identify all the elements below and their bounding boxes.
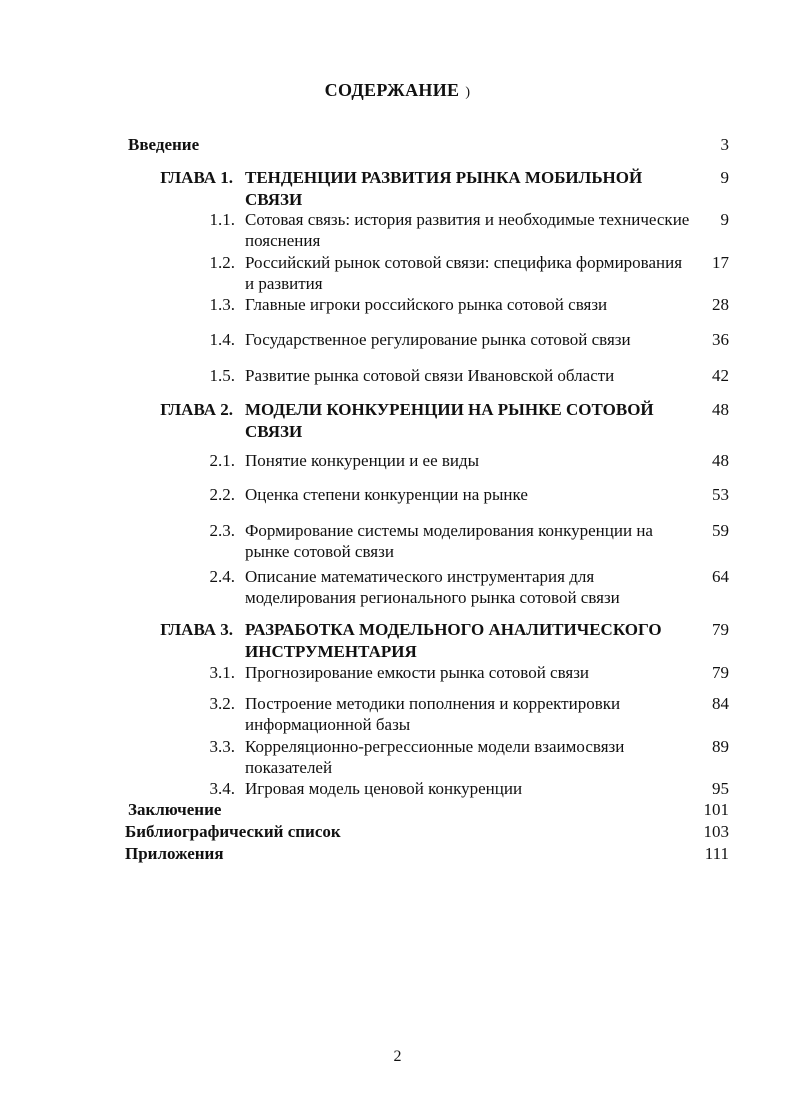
section-page: 28	[712, 295, 729, 314]
section-page: 59	[712, 521, 729, 540]
chapter-page: 48	[712, 400, 729, 419]
section-number: 2.1.	[209, 451, 235, 470]
chapter-number: ГЛАВА 3.	[160, 620, 233, 639]
section-number: 2.3.	[209, 521, 235, 540]
section-number: 1.1.	[209, 210, 235, 229]
section-title: Понятие конкуренции и ее виды	[245, 451, 480, 470]
page-title	[0, 80, 795, 101]
section-number: 1.5.	[209, 366, 235, 385]
chapter-title: МОДЕЛИ КОНКУРЕНЦИИ НА РЫНКЕ СОТОВОЙ СВЯЗИ	[245, 400, 654, 441]
section-number: 3.3.	[209, 737, 235, 756]
section-page: 53	[712, 485, 729, 504]
title-text: СОДЕРЖАНИЕ	[324, 80, 460, 100]
section-title: Игровая модель ценовой конкуренции	[245, 779, 523, 798]
toc-entry-label: Библиографический список	[125, 822, 341, 841]
section-title: Главные игроки российского рынка сотовой связи	[245, 295, 608, 314]
section-title: Описание математического инструментария для моделирования регионального рынка сотовой связи	[245, 567, 620, 607]
section-number: 1.3.	[209, 295, 235, 314]
section-page: 17	[712, 253, 729, 272]
toc-entry-label: Заключение	[128, 800, 222, 819]
section-page: 89	[712, 737, 729, 756]
section-number: 1.2.	[209, 253, 235, 272]
section-page: 9	[720, 210, 729, 229]
section-page: 95	[712, 779, 729, 798]
section-number: 2.2.	[209, 485, 235, 504]
chapter-number: ГЛАВА 1.	[160, 168, 233, 187]
section-title: Сотовая связь: история развития и необходимые технические пояснения	[245, 210, 690, 250]
chapter-title: РАЗРАБОТКА МОДЕЛЬНОГО АНАЛИТИЧЕСКОГО ИНСТРУМЕНТАРИЯ	[245, 620, 662, 661]
toc-entry-label: Введение	[128, 135, 200, 154]
chapter-number: ГЛАВА 2.	[160, 400, 233, 419]
section-number: 3.1.	[209, 663, 235, 682]
section-title: Российский рынок сотовой связи: специфика формирования и развития	[245, 253, 683, 293]
chapter-title: ТЕНДЕНЦИИ РАЗВИТИЯ РЫНКА МОБИЛЬНОЙ СВЯЗИ	[245, 168, 643, 209]
toc-entry-page: 3	[720, 135, 729, 154]
section-title: Государственное регулирование рынка сотовой связи	[245, 330, 631, 349]
toc-entry-page: 111	[704, 844, 729, 863]
toc-entry-label: Приложения	[125, 844, 224, 863]
section-title: Формирование системы моделирования конкуренции на рынке сотовой связи	[245, 521, 653, 561]
toc-entry-page: 103	[703, 822, 729, 841]
section-number: 2.4.	[209, 567, 235, 586]
section-title: Построение методики пополнения и корректировки информационной базы	[245, 694, 621, 734]
section-number: 1.4.	[209, 330, 235, 349]
title-stray-mark: )	[465, 85, 471, 100]
section-title: Корреляционно-регрессионные модели взаимосвязи показателей	[245, 737, 625, 777]
section-number: 3.2.	[209, 694, 235, 713]
chapter-page: 79	[712, 620, 729, 639]
toc-entry-page: 101	[703, 800, 729, 819]
section-page: 64	[712, 567, 729, 586]
section-title: Прогнозирование емкости рынка сотовой связи	[245, 663, 590, 682]
page-number: 2	[393, 1048, 402, 1065]
chapter-page: 9	[720, 168, 729, 187]
section-page: 48	[712, 451, 729, 470]
section-number: 3.4.	[209, 779, 235, 798]
section-page: 36	[712, 330, 729, 349]
section-title: Оценка степени конкуренции на рынке	[245, 485, 528, 504]
section-page: 42	[712, 366, 729, 385]
section-title: Развитие рынка сотовой связи Ивановской области	[245, 366, 615, 385]
section-page: 79	[712, 663, 729, 682]
section-page: 84	[712, 694, 729, 713]
